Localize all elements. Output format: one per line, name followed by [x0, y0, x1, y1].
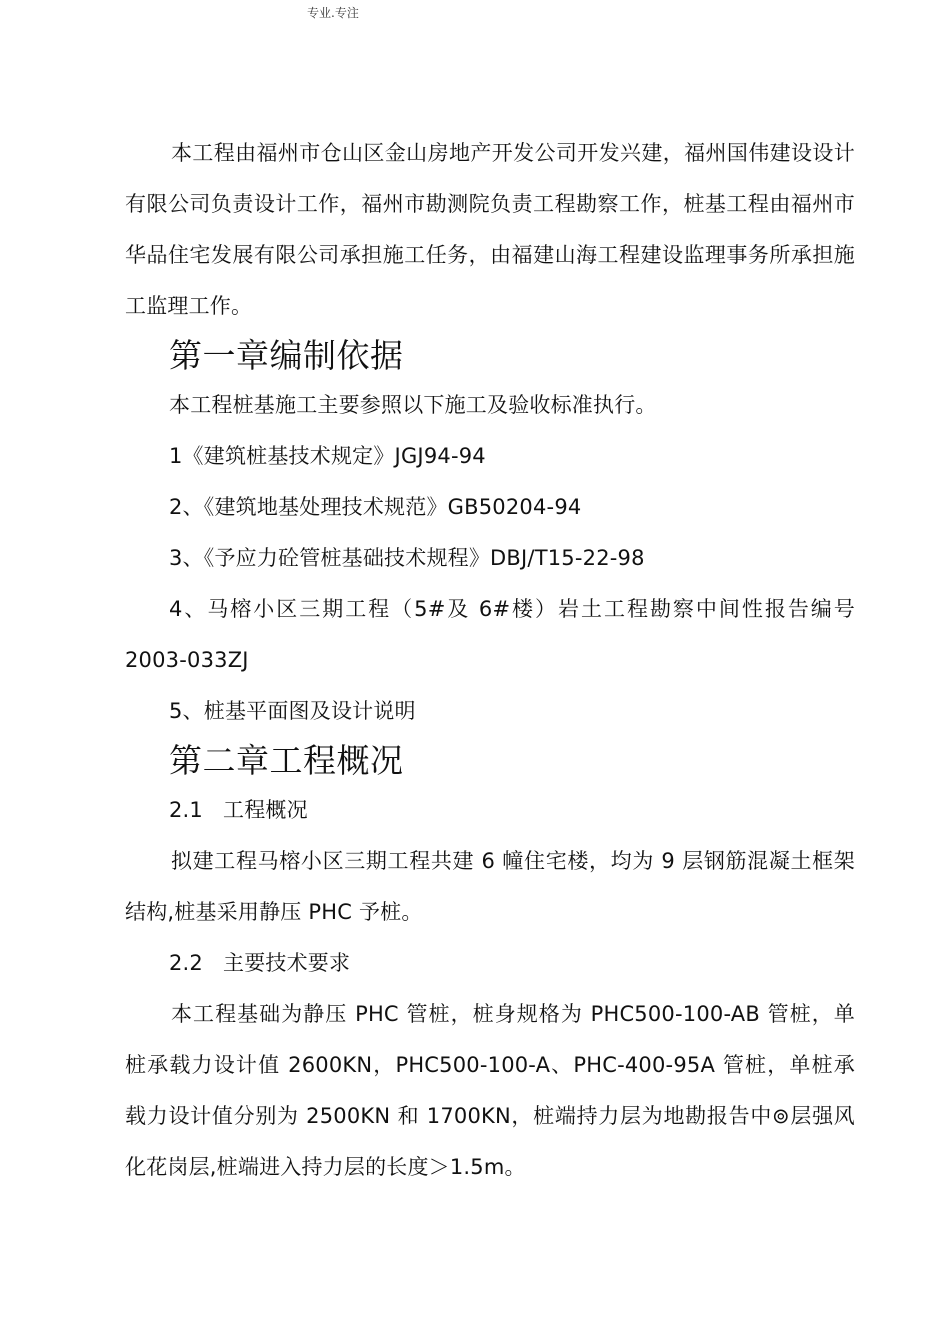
section-2-1-title: 工程概况: [223, 798, 308, 822]
intro-paragraph: 本工程由福州市仓山区金山房地产开发公司开发兴建，福州国伟建设设计有限公司负责设计工作，福州市勘测院负责工程勘察工作，桩基工程由福州市华品住宅发展有限公司承担施工任务，由福建山海工程建设监理事务所承担施工监理工作。: [125, 141, 855, 318]
section-2-2-heading: [125, 938, 855, 989]
chapter-1-title: 第一章编制依据: [169, 336, 404, 375]
reference-item-2: 2、《建筑地基处理技术规范》GB50204-94: [169, 495, 582, 519]
section-2-1-heading: [125, 785, 855, 836]
section-2-2-title: 主要技术要求: [223, 951, 351, 975]
document-body: [125, 128, 855, 1193]
section-2-1-number: 2.1: [169, 798, 203, 822]
chapter-2-title: 第二章工程概况: [169, 741, 404, 780]
reference-item-5: 5、桩基平面图及设计说明: [169, 699, 416, 723]
reference-item-1: 1《建筑桩基技术规定》JGJ94-94: [169, 444, 486, 468]
section-2-2-body: 本工程基础为静压 PHC 管桩，桩身规格为 PHC500-100-AB 管桩，单桩承载力设计值 2600KN，PHC500-100-A、PHC-400-95A 管桩，单桩承载力设计值分别为 2500KN 和 1700KN，桩端持力层为地勘报告中⊚层强风化花岗层,桩端进入持力层的长度＞1.5m。: [125, 1002, 855, 1179]
section-2-2-number: 2.2: [169, 951, 203, 975]
section-2-1-body: 拟建工程马榕小区三期工程共建 6 幢住宅楼，均为 9 层钢筋混凝土框架结构,桩基采用静压 PHC 予桩。: [125, 849, 855, 924]
reference-item-4: 4、马榕小区三期工程（5#及 6#楼）岩土工程勘察中间性报告编号 2003-033ZJ: [125, 597, 855, 672]
header-note: 专业.专注: [307, 6, 359, 20]
reference-item-3: 3、《予应力砼管桩基础技术规程》DBJ/T15-22-98: [169, 546, 645, 570]
chapter-1-lead: 本工程桩基施工主要参照以下施工及验收标准执行。: [169, 393, 657, 417]
